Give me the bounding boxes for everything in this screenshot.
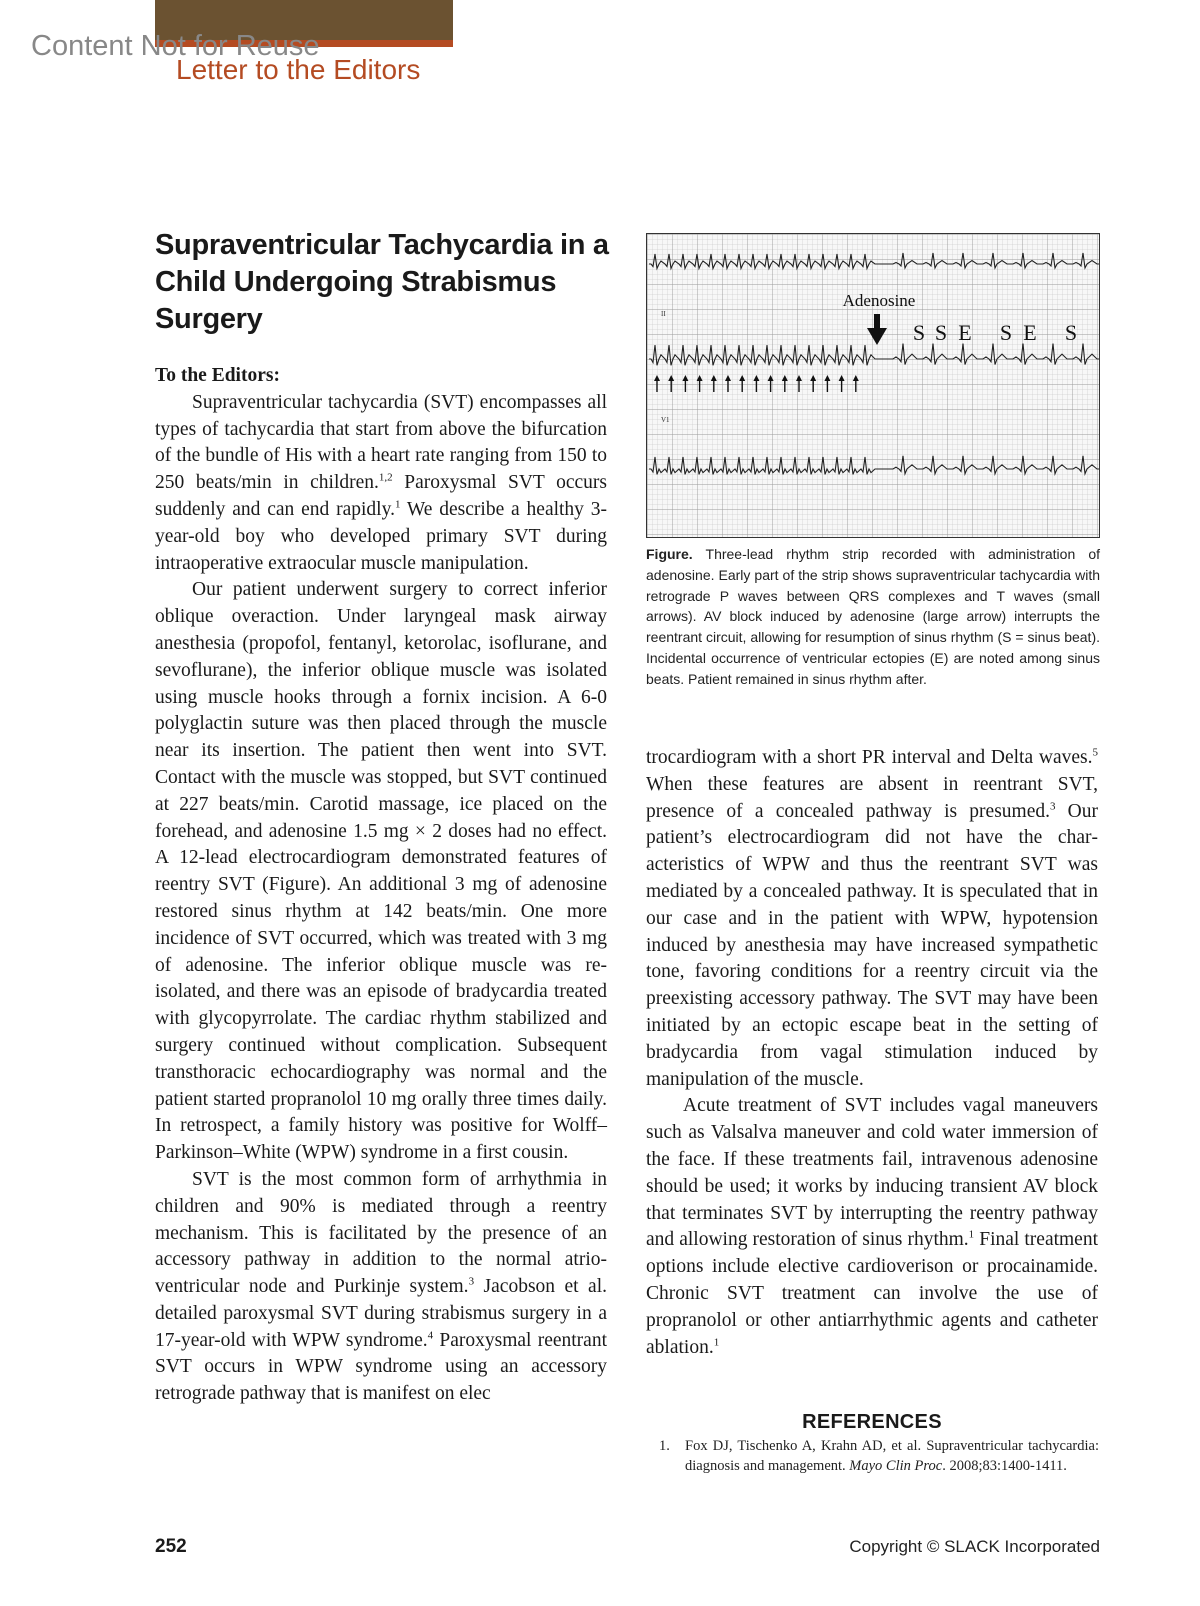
lead-label: II [661,310,666,318]
reference-number: 1. [659,1438,670,1454]
paragraph: Acute treatment of SVT includes vagal maneuvers such as Valsalva maneuver and cold water immersion of the face. If these treatments fail, intravenous adenosine should be used; it works by inducing transient AV block that terminates SVT by interrupting the reentry pathway and allowing restoration of sinus rhythm.$^1$ Final treatment options include elective cardioverison or procainamide. Chronic SVT treatment can involve the use of propranolol or other antiarrhythmic agents and catheter ablation.$^1$ [646,1095,1099,1358]
reference-details: . 2008;83:1400-1411. [942,1457,1067,1474]
figure-caption-label: Figure. [646,546,693,562]
citation-superscript: 1,2 [378,471,393,484]
citation-superscript: 1 [968,1228,975,1241]
citation-superscript: 4 [427,1329,434,1342]
salutation: To the Editors: [155,365,280,386]
ecg-figure [646,233,1100,538]
figure-caption-text: Three-lead rhythm strip recorded with administration of adenosine. Early part of the strip shows supraventricular tachycardia with retrograde P waves between QRS complexes and T waves (small arrows). AV block induced by adenosine (large arrow) interrupts the reentrant circuit, allowing for resumption of sinus rhythm (S = sinus beat). Incidental occurrence of ventricular ectopies (E) are noted among sinus beats. Patient remained in sinus rhythm after. [646,546,1100,687]
reference-item [659,1437,1099,1476]
citation-superscript: 3 [468,1275,475,1288]
copyright-notice: Copyright © SLACK Incorporated [849,1537,1100,1556]
beat-label: S [912,320,926,345]
section-title: Letter to the Editors [176,54,421,85]
right-column-paragraphs [646,745,1098,1361]
left-column-paragraphs [155,390,607,1408]
ecg-strip [647,234,1099,537]
ecg-grid [647,234,1099,537]
reference-journal: Mayo Clin Proc [849,1457,943,1474]
article-title: Supraventricular Tachycardia in a Child Undergoing Strabismus Surgery [155,229,609,335]
beat-label: E [1023,320,1037,345]
citation-superscript: 5 [1092,746,1098,759]
figure-caption [646,544,1100,690]
paragraph: Supraventricular tachycardia (SVT) encompasses all types of tachycardia that start from above the bifurcation of the bundle of His with a heart rate ranging from 150 to 250 beats/min in children.$^{1,2}$ Paroxysmal SVT occurs suddenly and can end rapidly.$^1$ We describe a healthy 3-year-old boy who developed primary SVT during intraoperative extraocular muscle manipulation. [155,391,608,574]
paragraph: Our patient underwent surgery to correct inferior oblique overaction. Under laryngeal mask airway anesthesia (propofol, fentanyl, ketorolac, isoflurane, and sevoflurane), the inferior oblique muscle was isolated using muscle hooks through a fornix incision. A 6-0 polyglactin suture was then placed through the muscle near its insertion. The patient then went into SVT. Contact with the muscle was stopped, but SVT continued at 227 beats/min. Carotid massage, ice placed on the forehead, and adenosine 1.5 mg × 2 doses had no effect. A 12-lead electrocardiogram demonstrated features of reentry SVT (Figure). An additional 3 mg of adenosine restored sinus rhythm at 142 beats/min. One more incidence of SVT occurred, which was treated with 3 mg of adenosine. The inferior oblique muscle was re-isolated, and there was an episode of bradycardia treated with glycopyrrolate. The cardiac rhythm stabilized and surgery continued without complication. Subsequent transthoracic echocardiography was normal and the patient started propranolol 10 mg orally three times daily. In retrospect, a family history was positive for Wolff–Parkinson–White (WPW) syndrome in a first cousin. [155,579,607,1164]
paragraph: trocardiogram with a short PR interval and Delta waves.$^5$ When these features are absent in reentrant SVT, presence of a concealed pathway is presumed.$^3$ Our patient’s electrocardiogram did not have the characteristics of WPW and thus the reentrant SVT was mediated by a concealed pathway. It is speculated that in our case and in the patient with WPW, hypotension induced by anesthesia may have increased sympathetic tone, favoring conditions for a reentry circuit via the preexisting accessory pathway. The SVT may have been initiated by an ectopic escape beat in the setting of bradycardia from vagal stimulation induced by manipulation of the muscle. [646,746,1099,1090]
adenosine-label: Adenosine [842,291,916,310]
paragraph: SVT is the most common form of arrhythmia in children and 90% is mediated through a reentry mechanism. This is facilitated by the presence of an accessory pathway in addition to the normal atrioventricular node and Purkinje system.$^3$ Jacobson et al. detailed paroxysmal SVT during strabismus surgery in a 17-year-old with WPW syndrome.$^4$ Paroxysmal reentrant SVT occurs in WPW syndrome using an accessory retrograde pathway that is manifest on elec [155,1168,608,1405]
beat-label: S [999,320,1013,345]
reference-authors: Fox DJ, Tischenko A, Krahn AD, et al. Supraventricular tachycardia: diagnosis and management. [685,1438,1099,1474]
citation-superscript: 1 [394,498,401,511]
citation-superscript: 1 [713,1336,720,1349]
beat-label: S [1064,320,1078,345]
citation-superscript: 3 [1049,800,1056,813]
right-column [646,745,1098,1361]
beat-label: E [958,320,972,345]
beat-label: S [934,320,948,345]
watermark: Content Not for Reuse [31,30,320,62]
page-number: 252 [155,1536,187,1557]
lead-label: V1 [661,416,670,424]
reference-text [685,1437,1099,1476]
references-heading: REFERENCES [802,1411,942,1433]
left-column [155,363,607,1408]
